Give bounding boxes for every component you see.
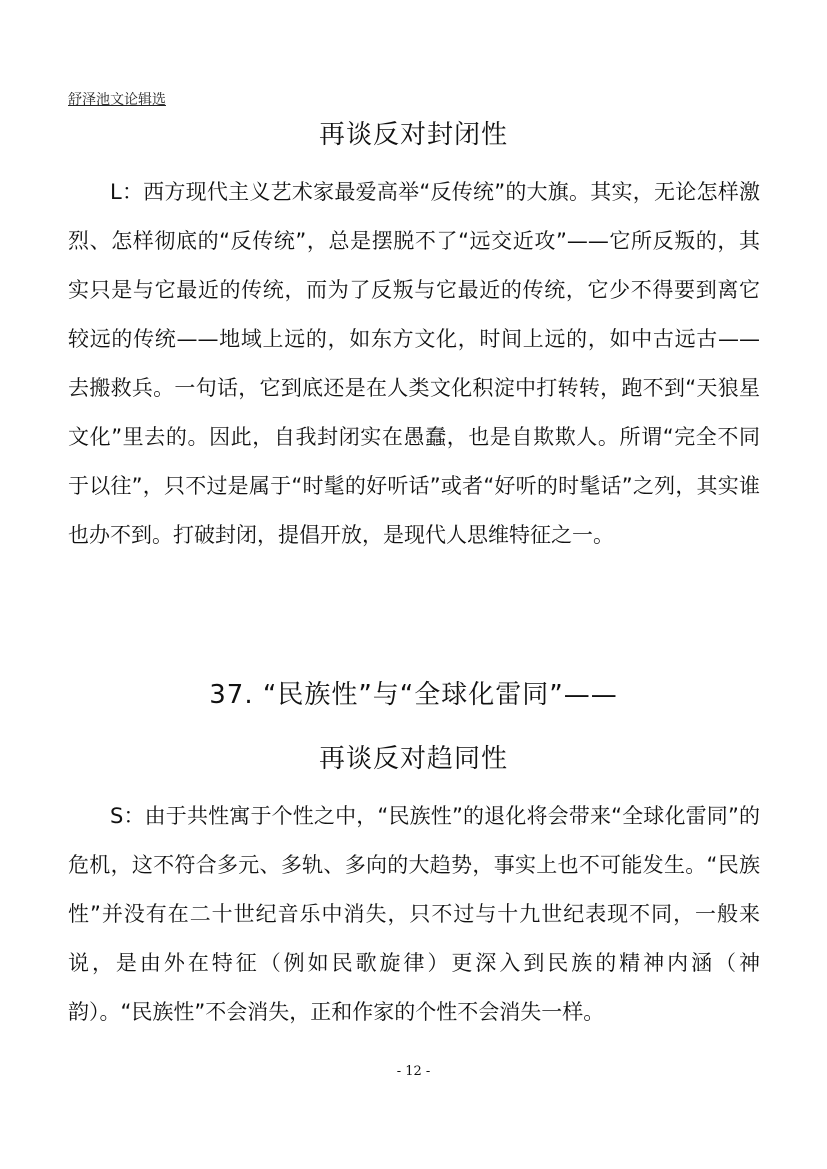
body-paragraph: S：由于共性寓于个性之中，“民族性”的退化将会带来“全球化雷同”的危机，这不符合多元、多轨、多向的大趋势，事实上也不可能发生。“民族性”并没有在二十世纪音乐中消失，只不过与十九世纪表现不同，一般来说，是由外在特征（例如民歌旋律）更深入到民族的精神内涵（神韵）。“民族性”不会消失，正和作家的个性不会消失一样。 xyxy=(68,804,760,1024)
chapter-subtitle: 再谈反对趋同性 xyxy=(318,744,508,774)
page-number: - 12 - xyxy=(396,1064,431,1079)
chapter-title: 37. “民族性”与“全球化雷同”—— xyxy=(209,680,618,710)
body-paragraph: L：西方现代主义艺术家最爱高举“反传统”的大旗。其实，无论怎样激烈、怎样彻底的“反传统”，总是摆脱不了“远交近攻”——它所反叛的，其实只是与它最近的传统，而为了反叛与它最近的传统，它少不得要到离它较远的传统——地域上远的，如东方文化，时间上远的，如中古远古——去搬救兵。一句话，它到底还是在人类文化积淀中打转转，跑不到“天狼星文化”里去的。因此，自我封闭实在愚蠢，也是自欺欺人。所谓“完全不同于以往”，只不过是属于“时髦的好听话”或者“好听的时髦话”之列，其实谁也办不到。打破封闭，提倡开放，是现代人思维特征之一。 xyxy=(68,180,760,547)
section-title: 再谈反对封闭性 xyxy=(318,120,508,150)
running-header: 舒泽池文论辑选 xyxy=(68,92,166,108)
